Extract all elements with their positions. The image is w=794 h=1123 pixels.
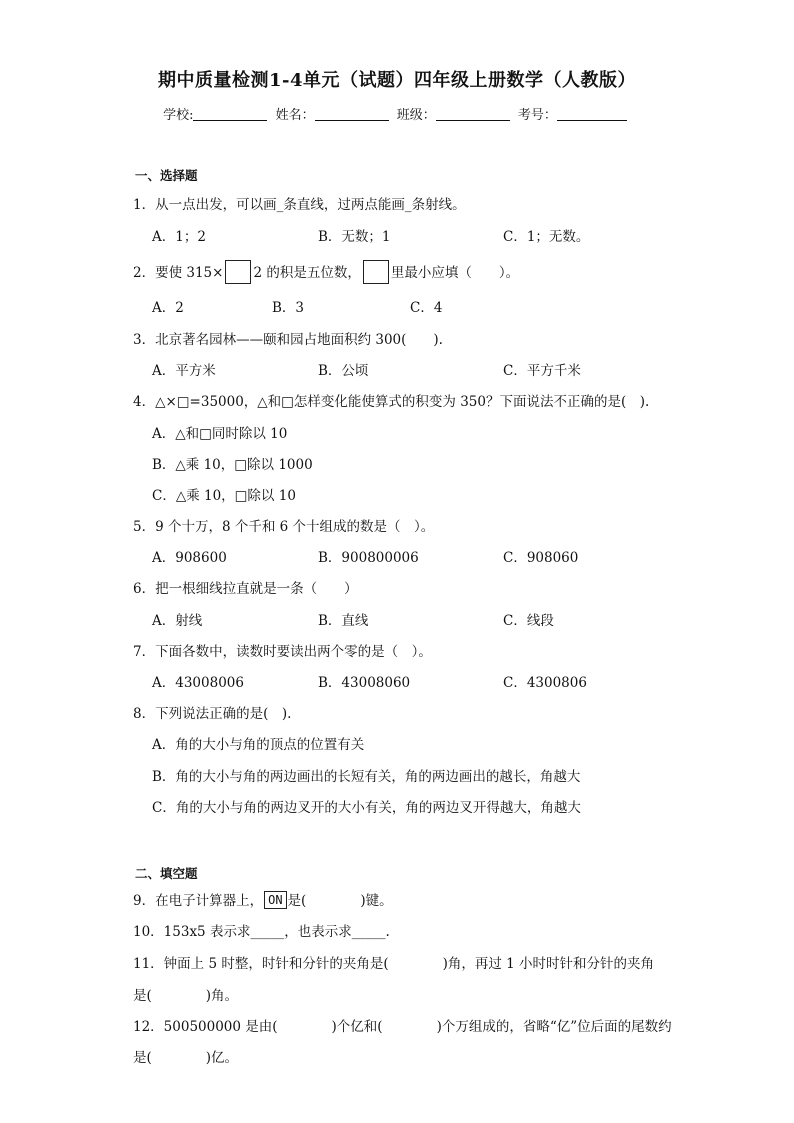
q6-option-b[interactable]: B．直线: [318, 613, 369, 629]
question-1: 1．从一点出发，可以画_条直线，过两点能画_条射线。: [133, 197, 466, 213]
class-label: 班级：: [396, 108, 436, 123]
q9-part-2: 是( )键。: [287, 893, 393, 909]
answer-box: [225, 260, 251, 284]
name-blank[interactable]: [315, 106, 389, 121]
q4-option-c[interactable]: C．△乘 10，□除以 10: [152, 488, 296, 504]
q2-part-2: 2 的积是五位数，: [253, 265, 361, 281]
q2-part-3: 里最小应填（ ）。: [390, 265, 520, 281]
q7-option-b[interactable]: B．43008060: [318, 675, 411, 691]
q1-option-a[interactable]: A．1；2: [152, 229, 206, 245]
school-blank[interactable]: [193, 106, 267, 121]
question-4: 4．△×□=35000，△和□怎样变化能使算式的积变为 350？下面说法不正确的是( ).: [133, 394, 650, 410]
section-title-fill: 二、填空题: [135, 866, 198, 881]
id-label: 考号：: [517, 108, 557, 123]
question-12-line-1: 12．500500000 是由( )个亿和( )个万组成的，省略“亿”位后面的尾数约: [133, 1019, 672, 1035]
q3-option-b[interactable]: B．公顷: [318, 363, 369, 379]
q2-part-1: 2．要使 315×: [133, 265, 224, 281]
q7-option-c[interactable]: C．4300806: [503, 675, 587, 691]
q2-option-c[interactable]: C．4: [410, 300, 443, 316]
q8-option-b[interactable]: B．角的大小与角的两边画出的长短有关，角的两边画出的越长，角越大: [152, 769, 581, 785]
q4-option-b[interactable]: B．△乘 10，□除以 1000: [152, 457, 313, 473]
class-blank[interactable]: [436, 106, 510, 121]
question-8: 8．下列说法正确的是( ).: [133, 706, 292, 722]
on-key-icon: ON: [264, 891, 286, 909]
q8-option-c[interactable]: C．角的大小与角的两边叉开的大小有关，角的两边叉开得越大，角越大: [152, 800, 581, 816]
q9-part-1: 9．在电子计算器上，: [133, 893, 264, 909]
name-label: 姓名：: [275, 108, 315, 123]
q1-option-c[interactable]: C．1；无数。: [503, 229, 590, 245]
q6-option-c[interactable]: C．线段: [503, 613, 554, 629]
question-2: [133, 260, 519, 284]
q3-option-a[interactable]: A．平方米: [152, 363, 216, 379]
q5-option-b[interactable]: B．900800006: [318, 550, 419, 566]
question-11-line-1: 11．钟面上 5 时整，时针和分针的夹角是( )角，再过 1 小时时针和分针的夹角: [133, 956, 655, 972]
q7-option-a[interactable]: A．43008006: [152, 675, 244, 691]
question-6: 6．把一根细线拉直就是一条（ ）: [133, 581, 358, 597]
question-7: 7．下面各数中，读数时要读出两个零的是（ ）。: [133, 644, 432, 660]
q3-option-c[interactable]: C．平方千米: [503, 363, 581, 379]
question-12-line-2: 是( )亿。: [133, 1050, 239, 1066]
question-3: 3．北京著名园林——颐和园占地面积约 300( ).: [133, 332, 443, 348]
question-10: 10．153x5 表示求_____，也表示求_____.: [133, 924, 390, 940]
student-info-line: [0, 104, 794, 123]
id-blank[interactable]: [557, 106, 627, 121]
q2-option-a[interactable]: A．2: [152, 300, 184, 316]
q1-option-b[interactable]: B．无数；1: [318, 229, 391, 245]
question-5: 5．9 个十万，8 个千和 6 个十组成的数是（ ）。: [133, 519, 435, 535]
section-title-choice: 一、选择题: [135, 168, 198, 183]
q5-option-c[interactable]: C．908060: [503, 550, 579, 566]
q2-option-b[interactable]: B．3: [272, 300, 305, 316]
question-9: [133, 889, 393, 909]
page-title: 期中质量检测1-4单元（试题）四年级上册数学（人教版）: [157, 70, 637, 91]
q8-option-a[interactable]: A．角的大小与角的顶点的位置有关: [152, 737, 365, 753]
answer-box: [363, 260, 389, 284]
question-11-line-2: 是( )角。: [133, 988, 239, 1004]
q5-option-a[interactable]: A．908600: [152, 550, 227, 566]
q4-option-a[interactable]: A．△和□同时除以 10: [152, 426, 288, 442]
school-label: 学校:: [163, 108, 194, 123]
q6-option-a[interactable]: A．射线: [152, 613, 203, 629]
